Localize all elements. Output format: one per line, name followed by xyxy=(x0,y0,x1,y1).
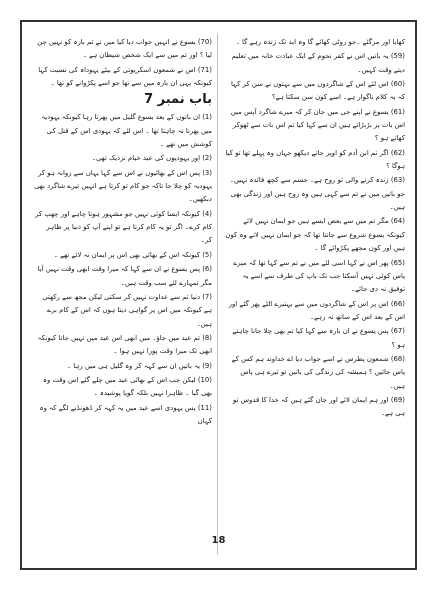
verse-paragraph: (5) کیونکہ اس کے بھائی بھی اس پر ایمان نہ لائے تھے ۔ xyxy=(53,250,212,259)
verse-paragraph: (2) اور یہودیوں کی عید خیام نزدیک تھی۔ xyxy=(91,154,212,163)
verse-paragraph: (63) زندہ کرنے والی تو روح ہے۔ جسم سے کچھ فائدہ نہیں۔ جو باتیں میں نے تم سے کہی ہیں وہ روح ہیں اور زندگی بھی ہیں۔ xyxy=(229,176,405,212)
verse-paragraph: (66) اس پر اس کے شاگردوں میں سے بہتیرے الٹے پھر گئے اور اس کے بعد اس کے ساتھ نہ رہے۔ xyxy=(228,299,405,321)
verse-paragraph: (62) اگر تم ابن آدم کو اوپر جاتے دیکھو جہاں وہ پہلے تھا تو کیا ہوگا ؟ xyxy=(225,148,405,171)
verse-paragraph: (60) اس لئے اس کے شاگردوں میں سے بہتوں نے سن کر کہا کہ یہ کلام ناگوار ہے۔ اسے کون سن سکتا ہے؟ xyxy=(230,80,405,102)
verse-paragraph: (1) ان باتوں کے بعد یسوع گلیل میں پھرتا رہا کیونکہ یہودیہ میں پھرنا نہ چاہتا تھا ۔ اس لئے کہ یہودی اس کے قتل کی کوشش میں تھے ۔ xyxy=(41,113,212,149)
column-divider xyxy=(217,34,218,554)
verse-paragraph: (69) اور ہم ایمان لائے اور جان گئے ہیں کہ خدا کا قدوس تو ہی ہے۔ xyxy=(232,395,405,418)
verse-paragraph: (68) شمعون پطرس نے اسے جواب دیا اے خداوند ہم کس کے پاس جائیں ؟ ہمیشہ کی زندگی کی باتیں تو تیرے ہی پاس ہیں۔ xyxy=(231,354,405,390)
verse-paragraph: (64) مگر تم میں سے بعض ایسے ہیں جو ایمان نہیں لائے کیونکہ یسوع شروع سے جانتا تھا کہ جو ایمان نہیں لاتے وہ کون ہیں اور کون مجھے پکڑوائے گا ۔ xyxy=(225,217,405,253)
left-column xyxy=(34,36,212,429)
verse-paragraph: (65) پھر اس نے کہا اسی لئے میں نے تم سے کہا تھا کہ میرے پاس کوئی نہیں آسکتا جب تک باپ کی طرف سے اسے یہ توفیق نہ دی جائے۔ xyxy=(233,258,405,294)
verse-paragraph: (59) یہ باتیں اس نے کفر نحوم کے ایک عبادت خانہ میں تعلیم دیتے وقت کہیں۔ xyxy=(231,52,405,74)
verse-paragraph: (9) یہ باتیں ان سے کہہ کر وہ گلیل ہی میں رہا ۔ xyxy=(66,361,212,370)
verse-paragraph: (71) اس نے شمعون اسکریوتی کے بیٹے یہوداہ کی نسبت کہا کیونکہ یہی ان بارہ میں سے تھا جو اسے پکڑوانے کو تھا ۔ xyxy=(38,65,212,88)
verse-paragraph: (10) لیکن جب اس کے بھائی عید میں چلے گئے اس وقت وہ بھی گیا ۔ ظاہرا نہیں بلکہ گویا پوشیدہ ۔ xyxy=(42,375,212,398)
verse-paragraph: (4) کیونکہ ایسا کوئی نہیں جو مشہور ہونا چاہے اور چھپ کر کام کرے۔ اگر تو یہ کام کرتا ہے تو اپنے آپ کو دنیا پر ظاہر کر۔ xyxy=(35,209,212,245)
verse-paragraph: (67) پس یسوع نے ان بارہ سے کہا کیا تم بھی چلا جانا چاہتے ہو ؟ xyxy=(232,327,405,349)
verse-paragraph: کھایا اور مرگئے ۔جو روٹی کھائے گا وہ ابد تک زندہ رہے گا ۔ xyxy=(235,38,405,46)
verse-paragraph: (7) دنیا تم سے عداوت نہیں کر سکتی لیکن مجھ سے رکھتی ہے کیونکہ میں اس پر گواہی دیتا ہوں کہ اس کے کام برے ہیں۔ xyxy=(42,292,212,328)
verse-paragraph: (61) یسوع نے اپنے جی میں جان کر کہ میرے شاگرد آپس میں اس بات پر بڑبڑاتے ہیں ان سے کہا کیا تم اس بات سے ٹھوکر کھاتے ہو ؟ xyxy=(230,107,405,143)
right-column xyxy=(225,36,405,422)
verse-paragraph: (8) تم عید میں جاؤ۔ میں ابھی اس عید میں نہیں جاتا کیونکہ ابھی تک میرا وقت پورا نہیں ہوا ۔ xyxy=(37,333,212,356)
verse-paragraph: (11) پس یہودی اسے عید میں یہ کہہ کر ڈھونڈنے لگے کہ وہ کہاں xyxy=(39,403,212,425)
scripture-page xyxy=(20,20,417,570)
verse-paragraph: (3) پس اس کے بھائیوں نے اس سے کہا یہاں سے روانہ ہو کر یہودیہ کو چلا جا تاکہ جو کام تو کرتا ہے انہیں تیرے شاگرد بھی دیکھیں۔ xyxy=(34,168,212,204)
chapter-heading: باب نمبر 7 xyxy=(144,92,212,108)
verse-paragraph: (6) پس یسوع نے ان سے کہا کہ میرا وقت ابھی وقت نہیں آیا مگر تمہارے لئے سب وقت ہیں۔ xyxy=(37,265,212,287)
page-number: 18 xyxy=(211,535,226,546)
verse-paragraph: (70) یسوع نے انہیں جواب دیا کیا میں نے تم بارہ کو نہیں چن لیا ؟ اور تم میں سے ایک شخص شیطان ہے ۔ xyxy=(37,38,212,60)
